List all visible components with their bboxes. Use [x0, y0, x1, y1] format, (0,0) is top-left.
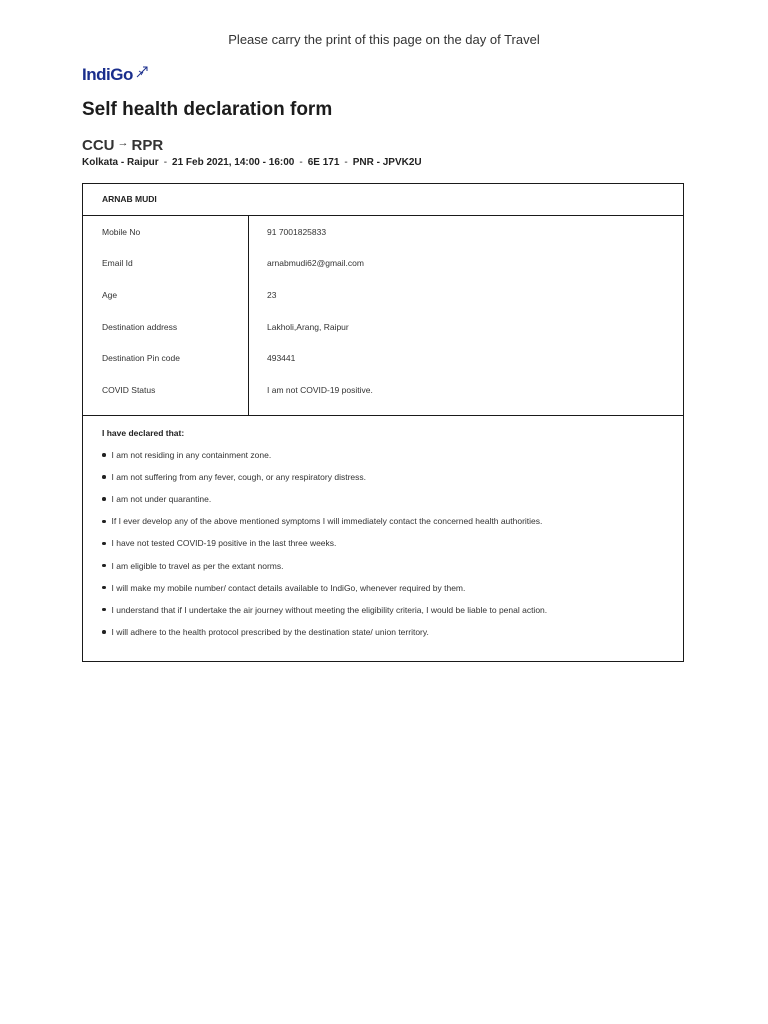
detail-label: COVID Status	[102, 384, 156, 395]
passenger-name: ARNAB MUDI	[83, 184, 683, 216]
detail-label: Mobile No	[102, 226, 141, 237]
bullet-icon	[102, 630, 106, 634]
list-item-text: I am eligible to travel as per the extant norms.	[111, 560, 284, 571]
detail-value: I am not COVID-19 positive.	[267, 384, 373, 395]
print-note: Please carry the print of this page on the day of Travel	[228, 32, 540, 47]
list-item-text: I am not suffering from any fever, cough, or any respiratory distress.	[111, 472, 366, 483]
pnr: PNR - JPVK2U	[352, 157, 422, 168]
list-item-text: I will make my mobile number/ contact details available to IndiGo, whenever required by them.	[111, 582, 466, 593]
arrow-right-icon: →	[117, 136, 129, 149]
separator: -	[163, 157, 168, 168]
bullet-icon	[102, 608, 106, 612]
airplane-icon	[136, 65, 149, 83]
bullet-icon	[102, 453, 106, 457]
list-item-text: I will adhere to the health protocol prescribed by the destination state/ union territory.	[111, 626, 429, 637]
declaration-card	[82, 183, 684, 662]
list-item	[102, 510, 664, 532]
trip-date-time: 21 Feb 2021, 14:00 - 16:00	[172, 157, 295, 168]
detail-value: Lakholi,Arang, Raipur	[267, 321, 349, 332]
trip-cities: Kolkata - Raipur	[82, 157, 159, 168]
list-item	[102, 444, 664, 466]
declaration-list	[102, 444, 664, 643]
passenger-details-table	[83, 216, 683, 416]
detail-value: arnabmudi62@gmail.com	[267, 258, 364, 269]
logo-text: IndiGo	[82, 65, 133, 84]
detail-row-email	[83, 248, 683, 280]
detail-row-age	[83, 279, 683, 311]
detail-value: 23	[267, 289, 277, 300]
list-item	[102, 621, 664, 643]
detail-row-mobile	[83, 216, 683, 248]
bullet-icon	[102, 497, 106, 501]
list-item-text: I understand that if I undertake the air journey without meeting the eligibility criteria, I would be liable to penal action.	[111, 604, 548, 615]
list-item	[102, 599, 664, 621]
list-item	[102, 577, 664, 599]
trip-details	[82, 157, 422, 168]
page-title: Self health declaration form	[82, 99, 333, 120]
separator: -	[344, 157, 348, 168]
detail-label: Age	[102, 289, 118, 300]
destination-code: RPR	[131, 137, 164, 154]
detail-row-pincode	[83, 342, 683, 374]
list-item	[102, 532, 664, 554]
detail-row-address	[83, 311, 683, 343]
list-item	[102, 554, 664, 576]
origin-code: CCU	[82, 137, 115, 154]
detail-row-covid-status	[83, 374, 683, 406]
list-item-text: I have not tested COVID-19 positive in the last three weeks.	[111, 538, 337, 549]
detail-label: Destination address	[102, 321, 178, 332]
route-header	[82, 137, 163, 154]
detail-value: 91 7001825833	[267, 226, 327, 237]
detail-value: 493441	[267, 353, 296, 364]
separator: -	[299, 157, 303, 168]
indigo-logo	[82, 65, 149, 85]
bullet-icon	[102, 542, 106, 546]
bullet-icon	[102, 586, 106, 590]
bullet-icon	[102, 475, 106, 479]
list-item-text: If I ever develop any of the above mentioned symptoms I will immediately contact the concerned health authorities.	[111, 516, 543, 527]
list-item	[102, 488, 664, 510]
column-divider	[248, 216, 249, 415]
flight-number: 6E 171	[307, 157, 340, 168]
bullet-icon	[102, 520, 106, 524]
detail-label: Email Id	[102, 258, 133, 269]
bullet-icon	[102, 564, 106, 568]
list-item-text: I am not under quarantine.	[111, 494, 212, 505]
declaration-section	[83, 416, 683, 643]
list-item	[102, 466, 664, 488]
list-item-text: I am not residing in any containment zone.	[111, 450, 272, 461]
declaration-heading: I have declared that:	[102, 428, 185, 438]
detail-label: Destination Pin code	[102, 353, 180, 364]
